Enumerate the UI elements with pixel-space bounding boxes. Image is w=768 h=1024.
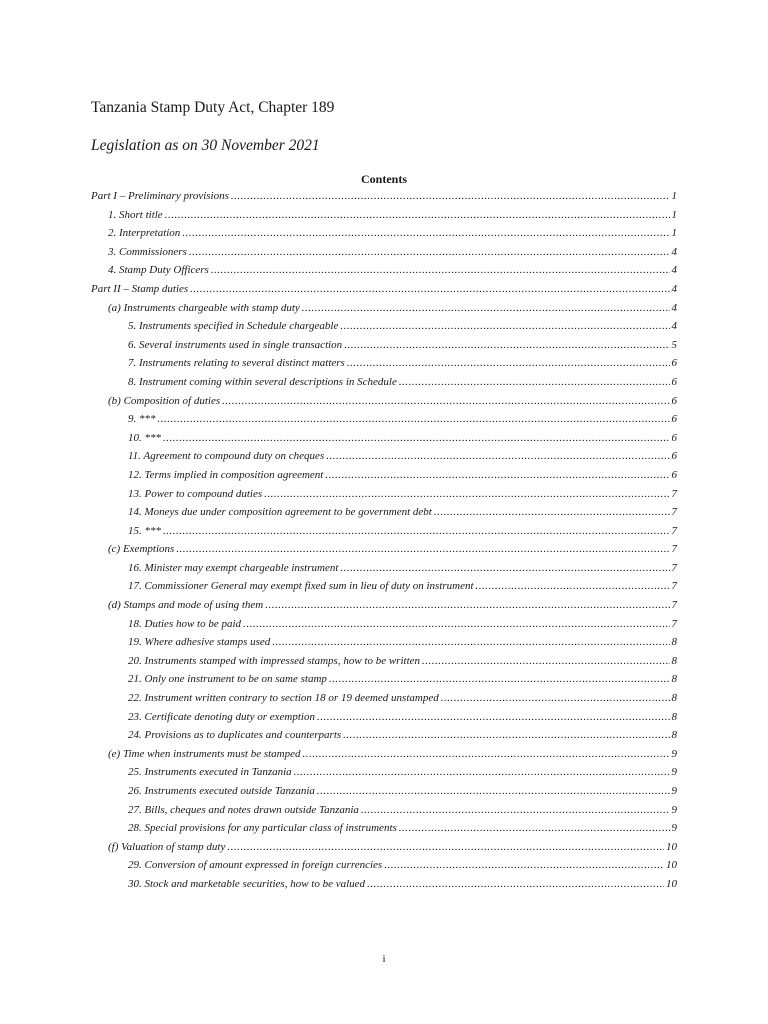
toc-dot-leader bbox=[231, 190, 670, 202]
toc-dot-leader bbox=[190, 283, 669, 295]
toc-entry-page: 9 bbox=[671, 822, 677, 835]
toc-entry-title: 4. Stamp Duty Officers bbox=[108, 264, 209, 277]
toc-dot-leader bbox=[367, 878, 664, 890]
toc-entry[interactable] bbox=[91, 302, 677, 321]
toc-entry-page: 7 bbox=[671, 561, 677, 574]
toc-entry-page: 6 bbox=[671, 394, 677, 407]
toc-entry-page: 9 bbox=[671, 766, 677, 779]
toc-entry[interactable] bbox=[91, 673, 677, 692]
toc-entry[interactable] bbox=[91, 766, 677, 785]
toc-dot-leader bbox=[222, 395, 669, 407]
toc-dot-leader bbox=[158, 413, 670, 425]
toc-entry[interactable] bbox=[91, 580, 677, 599]
toc-dot-leader bbox=[384, 859, 664, 871]
toc-dot-leader bbox=[163, 432, 670, 444]
toc-entry-title: 9. *** bbox=[128, 413, 156, 426]
toc-entry[interactable] bbox=[91, 543, 677, 562]
toc-entry[interactable] bbox=[91, 785, 677, 804]
toc-dot-leader bbox=[434, 506, 670, 518]
toc-entry-page: 6 bbox=[671, 413, 677, 426]
toc-entry-page: 7 bbox=[671, 599, 677, 612]
toc-entry[interactable] bbox=[91, 357, 677, 376]
toc-dot-leader bbox=[476, 580, 670, 592]
toc-entry[interactable] bbox=[91, 599, 677, 618]
toc-entry-page: 1 bbox=[671, 227, 677, 240]
toc-entry-title: 1. Short title bbox=[108, 208, 163, 221]
toc-entry-title: 13. Power to compound duties bbox=[128, 487, 263, 500]
toc-entry-title: 14. Moneys due under composition agreement to be government debt bbox=[128, 506, 432, 519]
toc-entry[interactable] bbox=[91, 655, 677, 674]
toc-entry[interactable] bbox=[91, 339, 677, 358]
toc-entry-page: 6 bbox=[671, 450, 677, 463]
toc-entry-page: 7 bbox=[671, 580, 677, 593]
toc-entry[interactable] bbox=[91, 432, 677, 451]
toc-entry[interactable] bbox=[91, 878, 677, 897]
toc-entry-page: 8 bbox=[671, 673, 677, 686]
toc-dot-leader bbox=[317, 711, 670, 723]
toc-entry-title: (b) Composition of duties bbox=[108, 394, 221, 407]
toc-entry-page: 7 bbox=[671, 487, 677, 500]
toc-dot-leader bbox=[343, 729, 669, 741]
toc-entry-title: (f) Valuation of stamp duty bbox=[108, 840, 226, 853]
toc-entry[interactable] bbox=[91, 450, 677, 469]
toc-entry-page: 6 bbox=[671, 357, 677, 370]
toc-entry-page: 9 bbox=[671, 747, 677, 760]
toc-dot-leader bbox=[399, 822, 670, 834]
toc-entry[interactable] bbox=[91, 395, 677, 414]
toc-entry-title: 30. Stock and marketable securities, how to be valued bbox=[128, 877, 366, 890]
toc-entry-title: 15. *** bbox=[128, 524, 161, 537]
toc-dot-leader bbox=[344, 339, 669, 351]
toc-entry[interactable] bbox=[91, 729, 677, 748]
toc-dot-leader bbox=[189, 246, 670, 258]
toc-dot-leader bbox=[441, 692, 670, 704]
toc-entry-title: Part II – Stamp duties bbox=[91, 282, 189, 295]
toc-dot-leader bbox=[243, 618, 669, 630]
toc-entry[interactable] bbox=[91, 748, 677, 767]
toc-dot-leader bbox=[227, 841, 664, 853]
toc-entry[interactable] bbox=[91, 618, 677, 637]
toc-entry-title: 25. Instruments executed in Tanzania bbox=[128, 766, 292, 779]
document-subtitle: Legislation as on 30 November 2021 bbox=[91, 137, 320, 154]
toc-entry-title: 23. Certificate denoting duty or exemption bbox=[128, 710, 315, 723]
toc-dot-leader bbox=[272, 636, 669, 648]
toc-entry-title: 29. Conversion of amount expressed in foreign currencies bbox=[128, 859, 383, 872]
toc-entry-title: 2. Interpretation bbox=[108, 227, 181, 240]
toc-entry[interactable] bbox=[91, 227, 677, 246]
toc-entry-title: 5. Instruments specified in Schedule chargeable bbox=[128, 320, 339, 333]
toc-entry[interactable] bbox=[91, 506, 677, 525]
toc-dot-leader bbox=[361, 804, 670, 816]
toc-dot-leader bbox=[340, 562, 669, 574]
toc-entry-page: 7 bbox=[671, 543, 677, 556]
toc-entry-title: 18. Duties how to be paid bbox=[128, 617, 242, 630]
toc-entry-page: 4 bbox=[671, 245, 677, 258]
toc-dot-leader bbox=[422, 655, 669, 667]
toc-entry-title: 28. Special provisions for any particular class of instruments bbox=[128, 822, 397, 835]
toc-entry-title: (c) Exemptions bbox=[108, 543, 175, 556]
toc-entry-page: 9 bbox=[671, 803, 677, 816]
document-title: Tanzania Stamp Duty Act, Chapter 189 bbox=[91, 99, 335, 116]
toc-entry-page: 7 bbox=[671, 506, 677, 519]
toc-entry-title: 20. Instruments stamped with impressed stamps, how to be written bbox=[128, 654, 421, 667]
toc-entry[interactable] bbox=[91, 376, 677, 395]
contents-heading: Contents bbox=[360, 172, 407, 186]
toc-dot-leader bbox=[182, 227, 669, 239]
toc-dot-leader bbox=[302, 748, 669, 760]
toc-dot-leader bbox=[211, 264, 670, 276]
toc-entry-page: 10 bbox=[666, 877, 677, 890]
toc-entry-title: (e) Time when instruments must be stamped bbox=[108, 747, 301, 760]
toc-entry-page: 4 bbox=[671, 301, 677, 314]
toc-entry[interactable] bbox=[91, 562, 677, 581]
toc-entry[interactable] bbox=[91, 525, 677, 544]
toc-entry-title: 21. Only one instrument to be on same stamp bbox=[128, 673, 327, 686]
toc-entry[interactable] bbox=[91, 841, 677, 860]
toc-entry-page: 5 bbox=[671, 338, 677, 351]
toc-entry-page: 8 bbox=[671, 692, 677, 705]
toc-entry-page: 8 bbox=[671, 654, 677, 667]
toc-entry[interactable] bbox=[91, 413, 677, 432]
toc-entry[interactable] bbox=[91, 859, 677, 878]
toc-entry[interactable] bbox=[91, 822, 677, 841]
toc-entry-page: 10 bbox=[666, 840, 677, 853]
toc-dot-leader bbox=[294, 766, 670, 778]
toc-entry-title: 7. Instruments relating to several distinct matters bbox=[128, 357, 345, 370]
toc-entry-page: 4 bbox=[671, 320, 677, 333]
toc-dot-leader bbox=[326, 450, 669, 462]
toc-entry-title: (a) Instruments chargeable with stamp duty bbox=[108, 301, 300, 314]
toc-dot-leader bbox=[329, 673, 670, 685]
toc-dot-leader bbox=[399, 376, 670, 388]
toc-entry-title: 17. Commissioner General may exempt fixed sum in lieu of duty on instrument bbox=[128, 580, 474, 593]
toc-dot-leader bbox=[163, 525, 670, 537]
toc-entry-title: (d) Stamps and mode of using them bbox=[108, 599, 264, 612]
toc-dot-leader bbox=[165, 209, 670, 221]
toc-entry-title: 10. *** bbox=[128, 431, 161, 444]
toc-entry-title: 3. Commissioners bbox=[108, 245, 187, 258]
toc-entry-page: 9 bbox=[671, 785, 677, 797]
toc-entry-page: 7 bbox=[671, 617, 677, 630]
toc-entry-page: 6 bbox=[671, 468, 677, 481]
toc-entry[interactable] bbox=[91, 246, 677, 265]
toc-entry[interactable] bbox=[91, 804, 677, 823]
toc-entry[interactable] bbox=[91, 636, 677, 655]
toc-dot-leader bbox=[265, 599, 669, 611]
toc-dot-leader bbox=[176, 543, 669, 555]
toc-entry[interactable] bbox=[91, 320, 677, 339]
toc-entry-title: 6. Several instruments used in single transaction bbox=[128, 338, 343, 351]
toc-dot-leader bbox=[340, 320, 669, 332]
toc-entry-page: 8 bbox=[671, 729, 677, 742]
toc-entry-page: 1 bbox=[671, 190, 677, 202]
toc-entry[interactable] bbox=[91, 469, 677, 488]
toc-dot-leader bbox=[347, 357, 670, 369]
toc-entry-page: 8 bbox=[671, 636, 677, 649]
toc-entry-page: 8 bbox=[671, 710, 677, 723]
toc-entry[interactable] bbox=[91, 488, 677, 507]
toc-entry[interactable] bbox=[91, 692, 677, 711]
toc-entry-page: 4 bbox=[671, 264, 677, 277]
toc-entry-page: 7 bbox=[671, 524, 677, 537]
page-number: i bbox=[382, 953, 386, 965]
toc-entry-page: 1 bbox=[671, 208, 677, 221]
toc-entry-title: 27. Bills, cheques and notes drawn outside Tanzania bbox=[128, 803, 359, 816]
toc-entry[interactable] bbox=[91, 190, 677, 209]
toc-entry-title: 24. Provisions as to duplicates and counterparts bbox=[128, 729, 342, 742]
toc-entry-title: 26. Instruments executed outside Tanzania bbox=[128, 785, 315, 797]
toc-entry-title: 16. Minister may exempt chargeable instrument bbox=[128, 561, 339, 574]
toc-entry[interactable] bbox=[91, 711, 677, 730]
toc-entry-page: 10 bbox=[666, 859, 677, 872]
toc-entry-title: 12. Terms implied in composition agreement bbox=[128, 468, 324, 481]
toc-entry-title: 22. Instrument written contrary to section 18 or 19 deemed unstamped bbox=[128, 692, 439, 705]
toc-entry[interactable] bbox=[91, 264, 677, 283]
toc-dot-leader bbox=[302, 302, 670, 314]
toc-entry-title: 8. Instrument coming within several descriptions in Schedule bbox=[128, 375, 397, 388]
table-of-contents bbox=[91, 190, 677, 897]
toc-entry-title: 11. Agreement to compound duty on cheques bbox=[128, 450, 325, 463]
toc-entry-page: 6 bbox=[671, 431, 677, 444]
toc-dot-leader bbox=[317, 785, 670, 797]
toc-entry-page: 6 bbox=[671, 375, 677, 388]
toc-entry-title: Part I – Preliminary provisions bbox=[91, 190, 229, 202]
toc-entry-title: 19. Where adhesive stamps used bbox=[128, 636, 271, 649]
toc-entry-page: 4 bbox=[671, 282, 677, 295]
toc-entry[interactable] bbox=[91, 283, 677, 302]
toc-entry[interactable] bbox=[91, 209, 677, 228]
toc-dot-leader bbox=[264, 488, 669, 500]
toc-dot-leader bbox=[325, 469, 669, 481]
